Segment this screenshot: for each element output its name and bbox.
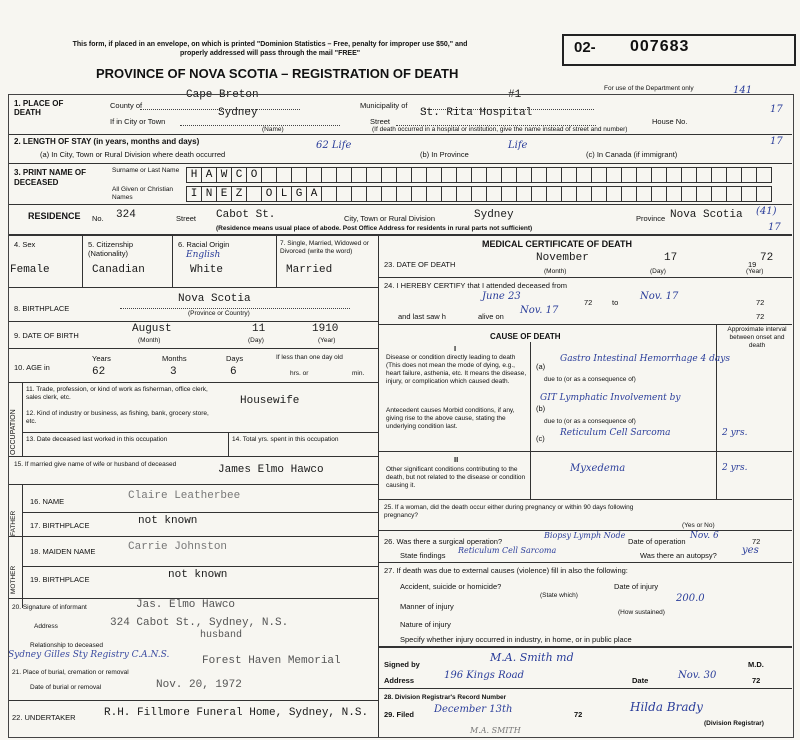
stay-province-value: Life (508, 140, 528, 151)
city-town-label: If in City or Town (110, 117, 166, 126)
address28-label: Address (384, 676, 415, 685)
racial-hand: English (186, 250, 221, 260)
age-months-label: Months (162, 354, 187, 363)
due-to-1: due to (or as a consequence of) (544, 376, 636, 383)
birthplace-label: 8. BIRTHPLACE (14, 304, 70, 313)
min-label: min. (352, 370, 365, 377)
trade-label: 11. Trade, profession, or kind of work as fisherman, office clerk, sales clerk, etc. (26, 386, 208, 401)
death-year-note: (Year) (746, 268, 764, 275)
surname-cell: C (231, 167, 247, 183)
date-of-death-label: 23. DATE OF DEATH (384, 260, 456, 269)
stay-city-value: 62 Life (316, 140, 352, 151)
undertaker-label: 22. UNDERTAKER (12, 713, 76, 722)
surname-cell: H (186, 167, 202, 183)
street-label: Street (370, 117, 391, 126)
father-name-value: Claire Leatherbee (128, 490, 241, 502)
manner-label: Manner of injury (400, 602, 454, 611)
medical-title: MEDICAL CERTIFICATE OF DEATH (482, 239, 632, 249)
date-op-label: Date of operation (628, 537, 686, 546)
res-city-label: City, Town or Rural Division (344, 214, 435, 223)
to-label: to (612, 298, 619, 307)
burial-place-label: 21. Place of burial, cremation or removal (12, 669, 129, 676)
hrs-label: hrs. or (290, 370, 309, 377)
roman-2: II (454, 455, 459, 464)
age-months-value: 3 (170, 366, 177, 378)
registrar-signature: Hilda Brady (630, 700, 703, 714)
dob-year-note: (Year) (318, 337, 336, 344)
last-saw-date: Nov. 17 (520, 305, 559, 316)
in-canada-label: (c) In Canada (if immigrant) (586, 150, 678, 159)
length-of-stay-label: 2. LENGTH OF STAY (in years, months and days) (14, 137, 200, 146)
age-days-value: 6 (230, 366, 237, 378)
given-cell: G (291, 186, 307, 202)
father-birthplace-label: 17. BIRTHPLACE (30, 521, 90, 530)
age-years-label: Years (92, 354, 111, 363)
given-cell: L (276, 186, 292, 202)
print-name-label: 3. PRINT NAME OF DECEASED (14, 168, 87, 187)
op-date: Nov. 6 (690, 531, 719, 541)
trade-value: Housewife (240, 395, 300, 407)
due-b: (b) (536, 404, 546, 413)
relationship-value: husband (200, 630, 243, 641)
op-year: 72 (752, 537, 761, 546)
disease-label: Disease or condition directly leading to death (This does not mean the mode of dying, e.g., heart failure, asthenia, etc. It means the disease, injury, or complication which caused death. (386, 354, 527, 385)
cause-a: Gastro Intestinal Hemorrhage 4 days (560, 354, 730, 364)
res-no-label: No. (92, 214, 104, 223)
findings-value: Reticulum Cell Sarcoma (458, 546, 557, 555)
mother-vertical: MOTHER (10, 565, 17, 594)
spouse-label: 15. If married give name of wife or husband of deceased (14, 461, 177, 468)
dob-day-note: (Day) (248, 337, 264, 344)
spouse-value: James Elmo Hawco (218, 464, 324, 476)
mail-notice: This form, if placed in an envelope, on which is printed "Dominion Statistics – Free, penalty for improper use $50," and properly addressed will pass through the mail "FREE" (72, 41, 468, 57)
industry-label: 12. Kind of industry or business, as fishing, bank, grocery store, etc. (26, 410, 209, 425)
in-province-label: (b) In Province (420, 150, 469, 159)
due-a: (a) (536, 362, 546, 371)
q27-label: 27. If death was due to external causes (violence) fill in also the following: (384, 566, 628, 575)
name-note: (Name) (262, 126, 284, 133)
given-cell: A (306, 186, 322, 202)
last-saw-yr: 72 (756, 312, 765, 321)
res-province-value: Nova Scotia (670, 209, 743, 221)
cause-title: CAUSE OF DEATH (490, 332, 561, 341)
surname-cell: W (216, 167, 232, 183)
cause-c-interval: 2 yrs. (722, 428, 748, 438)
other-sig-label: Other significant conditions contributing to the death, but not related to the disease or condition causing it. (386, 466, 526, 489)
signed-by-label: Signed by (384, 660, 420, 669)
death-year: 72 (760, 252, 774, 264)
res-no-value: 324 (116, 209, 136, 221)
father-name-label: 16. NAME (30, 497, 65, 506)
registry-handnote: Sydney Gilles Sty Registry C.A.N.S. (8, 650, 170, 660)
mother-birthplace-label: 19. BIRTHPLACE (30, 575, 90, 584)
filed-value: December 13th (434, 704, 513, 715)
filed-year: 72 (574, 710, 583, 719)
informant-value: Jas. Elmo Hawco (136, 599, 236, 611)
age-years-value: 62 (92, 366, 106, 378)
q25-label: 25. If a woman, did the death occur either during pregnancy or within 90 days following pregnancy? (384, 504, 634, 519)
given-cell: I (186, 186, 202, 202)
dept-code-2: 17 (770, 104, 783, 115)
total-years-label: 14. Total yrs. spent in this occupation (232, 436, 339, 443)
maiden-value: Carrie Johnston (128, 541, 228, 553)
death-month: November (536, 252, 589, 264)
reg-prefix: 02- (574, 39, 596, 56)
dept-code-5: 17 (768, 222, 781, 233)
birthplace-value: Nova Scotia (178, 293, 251, 305)
other-condition: Myxedema (570, 463, 626, 474)
citizenship-value: Canadian (92, 264, 145, 276)
res-street-label: Street (176, 214, 197, 223)
citizenship-label: 5. Citizenship (Nationality) (88, 240, 134, 258)
date-injury-label: Date of injury (614, 582, 659, 591)
form-title: PROVINCE OF NOVA SCOTIA – REGISTRATION OF DEATH (96, 66, 459, 81)
cause-b: GIT Lymphatic Involvement by (540, 393, 681, 403)
death-month-note: (Month) (544, 268, 567, 275)
dept-code-1: 141 (733, 85, 753, 96)
burial-date-label: Date of burial or removal (30, 684, 102, 691)
street-value: St. Rita Hospital (420, 107, 533, 119)
death-day: 17 (664, 252, 678, 264)
signed-by-value: M.A. Smith md (490, 651, 574, 664)
in-city-label: (a) In City, Town or Rural Division where death occurred (40, 150, 226, 159)
dept-code-3: 17 (770, 136, 783, 147)
manner-number: 200.0 (676, 593, 705, 604)
last-saw-label: and last saw h (398, 312, 446, 321)
father-birthplace-value: not known (138, 515, 198, 527)
autopsy-value: yes (742, 545, 759, 556)
age-days-label: Days (226, 354, 244, 363)
dob-month: August (132, 323, 172, 335)
attend-from-yr: 72 (584, 298, 593, 307)
certify-label: 24. I HEREBY CERTIFY that I attended deceased from (384, 281, 568, 290)
autopsy-label: Was there an autopsy? (640, 551, 717, 560)
dob-label: 9. DATE OF BIRTH (14, 331, 79, 340)
res-province-label: Province (636, 214, 666, 223)
sex-label: 4. Sex (14, 240, 36, 249)
death-year-pre: 19 (748, 260, 757, 269)
relationship-label: Relationship to deceased (30, 642, 103, 649)
father-vertical: FATHER (10, 510, 17, 536)
due-to-2: due to (or as a consequence of) (544, 418, 636, 425)
burial-date-value: Nov. 20, 1972 (156, 679, 242, 691)
findings-label: State findings (400, 551, 446, 560)
residence-label: RESIDENCE (28, 211, 81, 221)
q26-label: 26. Was there a surgical operation? (384, 537, 503, 546)
how-sustained-note: (How sustained) (618, 609, 665, 616)
date-label: Date (632, 676, 649, 685)
house-no-label: House No. (652, 117, 688, 126)
burial-place-value: Forest Haven Memorial (202, 655, 341, 667)
undertaker-value: R.H. Fillmore Funeral Home, Sydney, N.S. (104, 707, 369, 719)
accident-label: Accident, suicide or homicide? (400, 582, 502, 591)
racial-label: 6. Racial Origin (178, 240, 230, 249)
cause-c: Reticulum Cell Sarcoma (560, 428, 671, 438)
form-border (8, 94, 794, 738)
maiden-label: 18. MAIDEN NAME (30, 547, 96, 556)
sign-year: 72 (752, 676, 761, 685)
dob-day: 11 (252, 323, 266, 335)
given-cell: O (261, 186, 277, 202)
filed-label: 29. Filed (384, 710, 415, 719)
racial-value: White (190, 264, 224, 276)
dob-year: 1910 (312, 323, 339, 335)
marital-label: 7. Single, Married, Widowed or Divorced (write the word) (280, 240, 369, 255)
prov-country-note: (Province or Country) (188, 310, 250, 317)
surname-cell: O (246, 167, 262, 183)
given-cell: Z (231, 186, 247, 202)
interval-label: Approximate interval between onset and death (727, 326, 787, 349)
surgery-value: Biopsy Lymph Node (544, 531, 626, 540)
given-label: All Given or Christian Names (112, 186, 174, 201)
yes-no-note: (Yes or No) (682, 522, 715, 529)
informant-label: 20. Signature of informant (12, 604, 87, 611)
occupation-vertical: OCCUPATION (10, 409, 17, 455)
res-street-value: Cabot St. (216, 209, 276, 221)
address-label: Address (34, 623, 58, 630)
div-reg-note: (Division Registrar) (704, 720, 764, 727)
div-reg-no-label: 28. Division Registrar's Record Number (384, 694, 507, 701)
marital-value: Married (286, 264, 333, 276)
municipality-value: #1 (508, 89, 522, 101)
mother-birthplace-value: not known (168, 569, 228, 581)
antecedent-label: Antecedent causes Morbid conditions, if any, giving rise to the above cause, stating the underlying condition last. (386, 407, 515, 430)
last-worked-label: 13. Date deceased last worked in this occupation (26, 436, 168, 443)
res-city-value: Sydney (474, 209, 514, 221)
municipality-label: Municipality of (360, 101, 408, 110)
dept-use-label: For use of the Department only (604, 85, 694, 92)
given-cell: E (216, 186, 232, 202)
city-town-value: Sydney (218, 107, 258, 119)
md-label: M.D. (748, 660, 764, 669)
other-interval: 2 yrs. (722, 463, 748, 473)
place-of-death-label: 1. PLACE OF DEATH (14, 99, 64, 117)
informant-address-value: 324 Cabot St., Sydney, N.S. (110, 617, 289, 629)
hospital-note: (If death occurred in a hospital or institution, give the name instead of street and number) (372, 126, 628, 133)
bottom-stamp: M.A. SMITH (470, 726, 521, 735)
age-label: 10. AGE in (14, 363, 50, 372)
death-day-note: (Day) (650, 268, 666, 275)
less-day-label: If less than one day old (276, 354, 343, 361)
attend-from: June 23 (482, 291, 521, 302)
surname-cell: A (201, 167, 217, 183)
roman-1: I (454, 344, 457, 353)
address28-value: 196 Kings Road (444, 670, 524, 681)
sign-date: Nov. 30 (678, 670, 717, 681)
dob-month-note: (Month) (138, 337, 161, 344)
surname-label: Surname or Last Name (112, 167, 180, 174)
county-value: Cape Breton (186, 89, 259, 101)
specify-label: Specify whether injury occurred in industry, in home, or in public place (400, 635, 632, 644)
state-which-note: (State which) (540, 592, 578, 599)
attend-to-yr: 72 (756, 298, 765, 307)
given-cell: N (201, 186, 217, 202)
due-c: (c) (536, 434, 545, 443)
dept-code-4: (41) (756, 206, 777, 217)
reg-number: 007683 (630, 38, 690, 55)
residence-note: (Residence means usual place of abode. Post Office Address for residents in rural parts not sufficient) (216, 225, 533, 232)
sex-value: Female (10, 264, 50, 276)
nature-label: Nature of injury (400, 620, 451, 629)
county-label: County of (110, 101, 143, 110)
attend-to: Nov. 17 (640, 291, 679, 302)
alive-on-label: alive on (478, 312, 504, 321)
